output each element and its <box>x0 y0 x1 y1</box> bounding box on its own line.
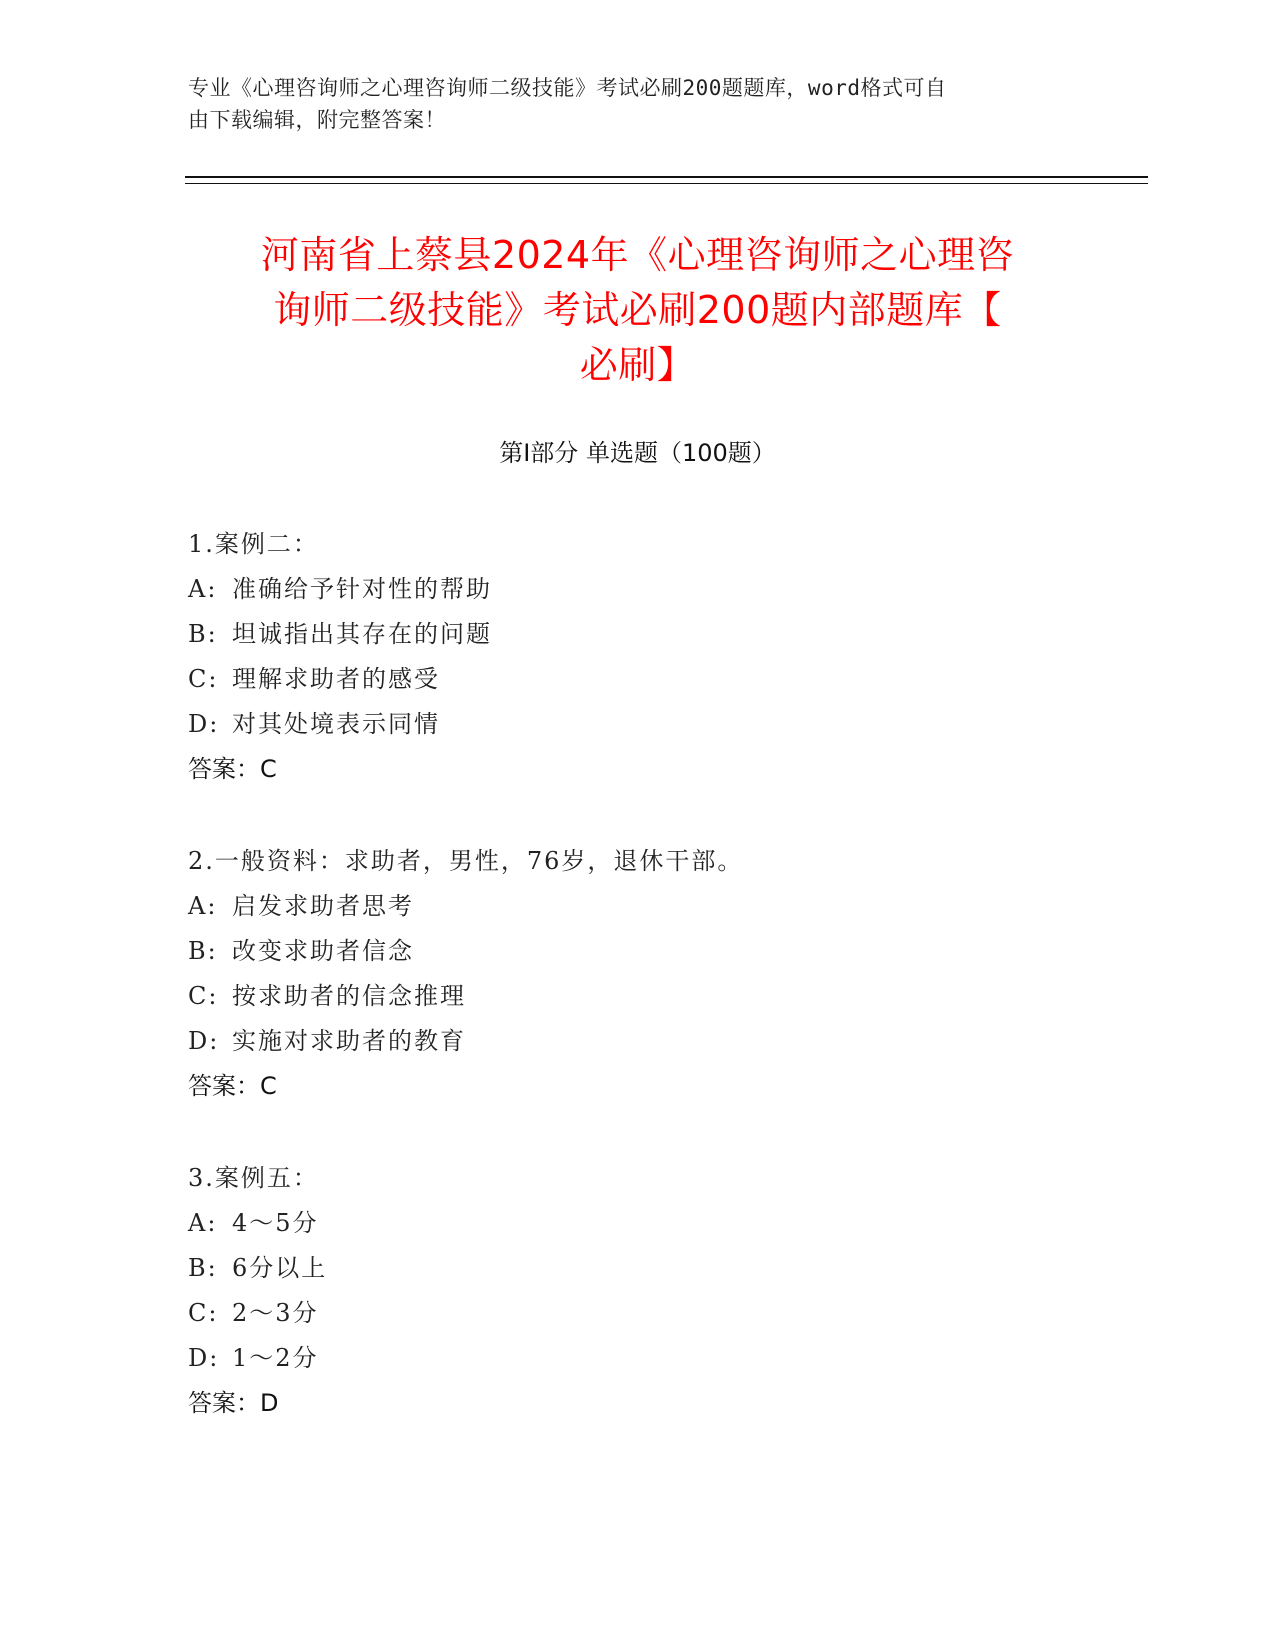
option-key: B: <box>188 620 218 648</box>
option-text: 坦诚指出其存在的问题 <box>232 620 492 648</box>
question-list <box>188 522 1088 1473</box>
option-key: C: <box>188 1299 219 1327</box>
option-key: A: <box>188 892 218 920</box>
option-d <box>188 1336 1088 1381</box>
option-text: 理解求助者的感受 <box>232 665 440 693</box>
option-text: 对其处境表示同情 <box>232 710 440 738</box>
intro-line-1: 专业《心理咨询师之心理咨询师二级技能》考试必刷200题题库，word格式可自 <box>188 76 947 100</box>
option-b <box>188 929 1088 974</box>
answer-line: 答案：C <box>188 755 277 783</box>
option-a <box>188 884 1088 929</box>
option-c <box>188 657 1088 702</box>
option-text: 按求助者的信念推理 <box>232 982 466 1010</box>
question-stem: 3.案例五： <box>188 1164 319 1192</box>
header-divider-thin <box>185 183 1148 184</box>
document-title <box>160 228 1115 393</box>
option-c <box>188 974 1088 1019</box>
question-stem: 1.案例二： <box>188 530 319 558</box>
section-heading: 第Ⅰ部分 单选题（100题） <box>499 439 776 467</box>
header-divider-thick <box>185 176 1148 178</box>
option-key: B: <box>188 1254 218 1282</box>
answer-line: 答案：C <box>188 1072 277 1100</box>
option-key: B: <box>188 937 218 965</box>
option-d <box>188 1019 1088 1064</box>
option-d <box>188 702 1088 747</box>
option-c <box>188 1291 1088 1336</box>
option-text: 改变求助者信念 <box>232 937 414 965</box>
title-line-1: 河南省上蔡县2024年《心理咨询师之心理咨 <box>260 233 1015 277</box>
option-text: 启发求助者思考 <box>232 892 414 920</box>
question-item <box>188 839 1088 1109</box>
title-line-2: 询师二级技能》考试必刷200题内部题库【 <box>273 288 1002 332</box>
option-key: D: <box>188 1027 220 1055</box>
title-line-3: 必刷】 <box>579 343 696 387</box>
option-text: 实施对求助者的教育 <box>232 1027 466 1055</box>
document-intro <box>188 72 1088 136</box>
question-stem: 2.一般资料：求助者，男性，76岁，退休干部。 <box>188 847 744 875</box>
option-text: 准确给予针对性的帮助 <box>232 575 492 603</box>
option-a <box>188 1201 1088 1246</box>
option-text: 4～5分 <box>232 1209 319 1237</box>
option-key: C: <box>188 982 219 1010</box>
option-text: 6分以上 <box>232 1254 328 1282</box>
option-key: A: <box>188 1209 218 1237</box>
answer-line: 答案：D <box>188 1389 279 1417</box>
option-b <box>188 612 1088 657</box>
option-key: A: <box>188 575 218 603</box>
option-a <box>188 567 1088 612</box>
option-b <box>188 1246 1088 1291</box>
option-text: 2～3分 <box>232 1299 319 1327</box>
option-text: 1～2分 <box>232 1344 319 1372</box>
question-item <box>188 1156 1088 1426</box>
option-key: C: <box>188 665 219 693</box>
option-key: D: <box>188 1344 220 1372</box>
question-item <box>188 522 1088 792</box>
intro-line-2: 由下载编辑，附完整答案！ <box>188 108 446 132</box>
option-key: D: <box>188 710 220 738</box>
